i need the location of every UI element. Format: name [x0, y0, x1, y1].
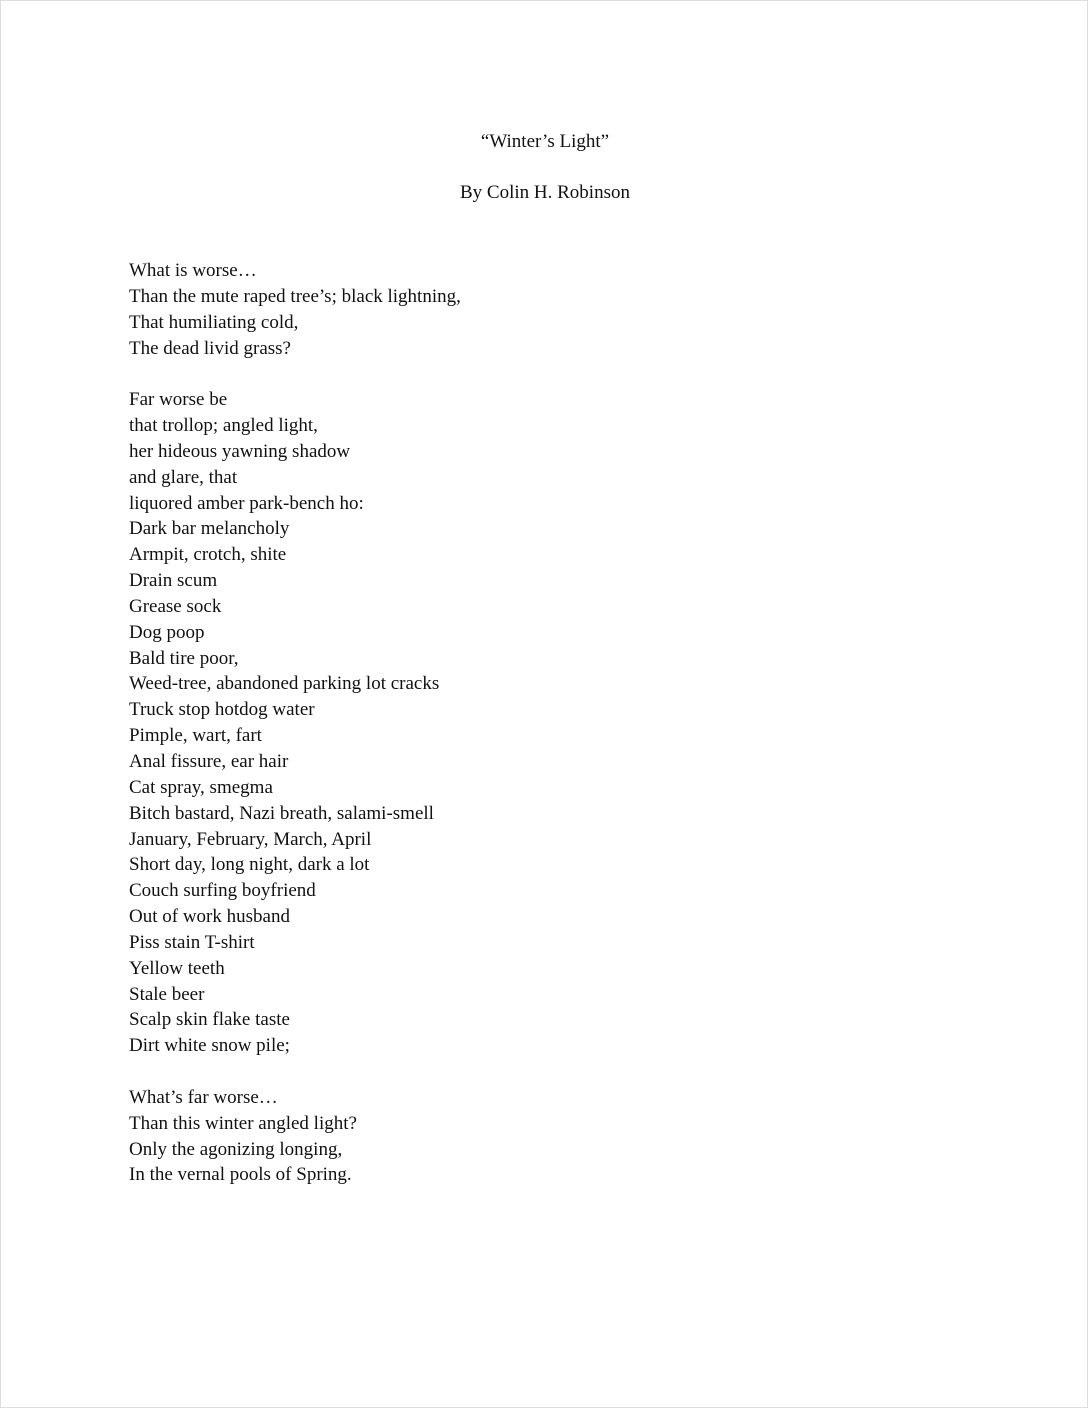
poem-line: Truck stop hotdog water [129, 699, 315, 721]
poem-line: Short day, long night, dark a lot [129, 854, 370, 876]
poem-line: Weed-tree, abandoned parking lot cracks [129, 673, 440, 695]
poem-line: Bald tire poor, [129, 647, 239, 669]
poem-line: Piss stain T-shirt [129, 931, 255, 953]
poem-line: her hideous yawning shadow [129, 440, 351, 462]
poem-line: Armpit, crotch, shite [129, 544, 287, 566]
poem-line: Cat spray, smegma [129, 776, 273, 798]
poem-line: Than this winter angled light? [129, 1112, 357, 1134]
poem-line: Grease sock [129, 595, 222, 617]
poem-line: Only the agonizing longing, [129, 1138, 343, 1160]
poem-line: Anal fissure, ear hair [129, 750, 289, 772]
poem-line: Dark bar melancholy [129, 518, 290, 540]
stanza [129, 387, 949, 1059]
poem-line: and glare, that [129, 466, 238, 488]
poem-title: “Winter’s Light” [480, 131, 610, 152]
poem-line: The dead livid grass? [129, 337, 291, 359]
poem-line: Yellow teeth [129, 957, 225, 979]
poem-line: Stale beer [129, 983, 205, 1005]
poem-line: In the vernal pools of Spring. [129, 1164, 352, 1186]
poem-line: Than the mute raped tree’s; black lightning, [129, 285, 461, 307]
poem-line: What is worse… [129, 260, 257, 281]
poem-line: Far worse be [129, 389, 228, 411]
poem-line: that trollop; angled light, [129, 415, 318, 437]
poem-line: What’s far worse… [129, 1086, 278, 1108]
stanza [129, 1085, 949, 1188]
poem-line: January, February, March, April [129, 828, 372, 850]
stanza [129, 258, 949, 361]
poem-line: Bitch bastard, Nazi breath, salami-smell [129, 802, 434, 824]
poem-line: Drain scum [129, 570, 218, 592]
poem-line: Out of work husband [129, 906, 290, 928]
poem-line: Dirt white snow pile; [129, 1035, 290, 1057]
poem-line: That humiliating cold, [129, 311, 299, 333]
poem-line: Dog poop [129, 621, 205, 643]
poem-line: liquored amber park-bench ho: [129, 492, 364, 514]
poem-author: By Colin H. Robinson [460, 182, 630, 203]
poem-line: Pimple, wart, fart [129, 725, 262, 747]
poem-line: Couch surfing boyfriend [129, 880, 316, 902]
poem-body [129, 258, 949, 1214]
poem-line: Scalp skin flake taste [129, 1009, 290, 1031]
